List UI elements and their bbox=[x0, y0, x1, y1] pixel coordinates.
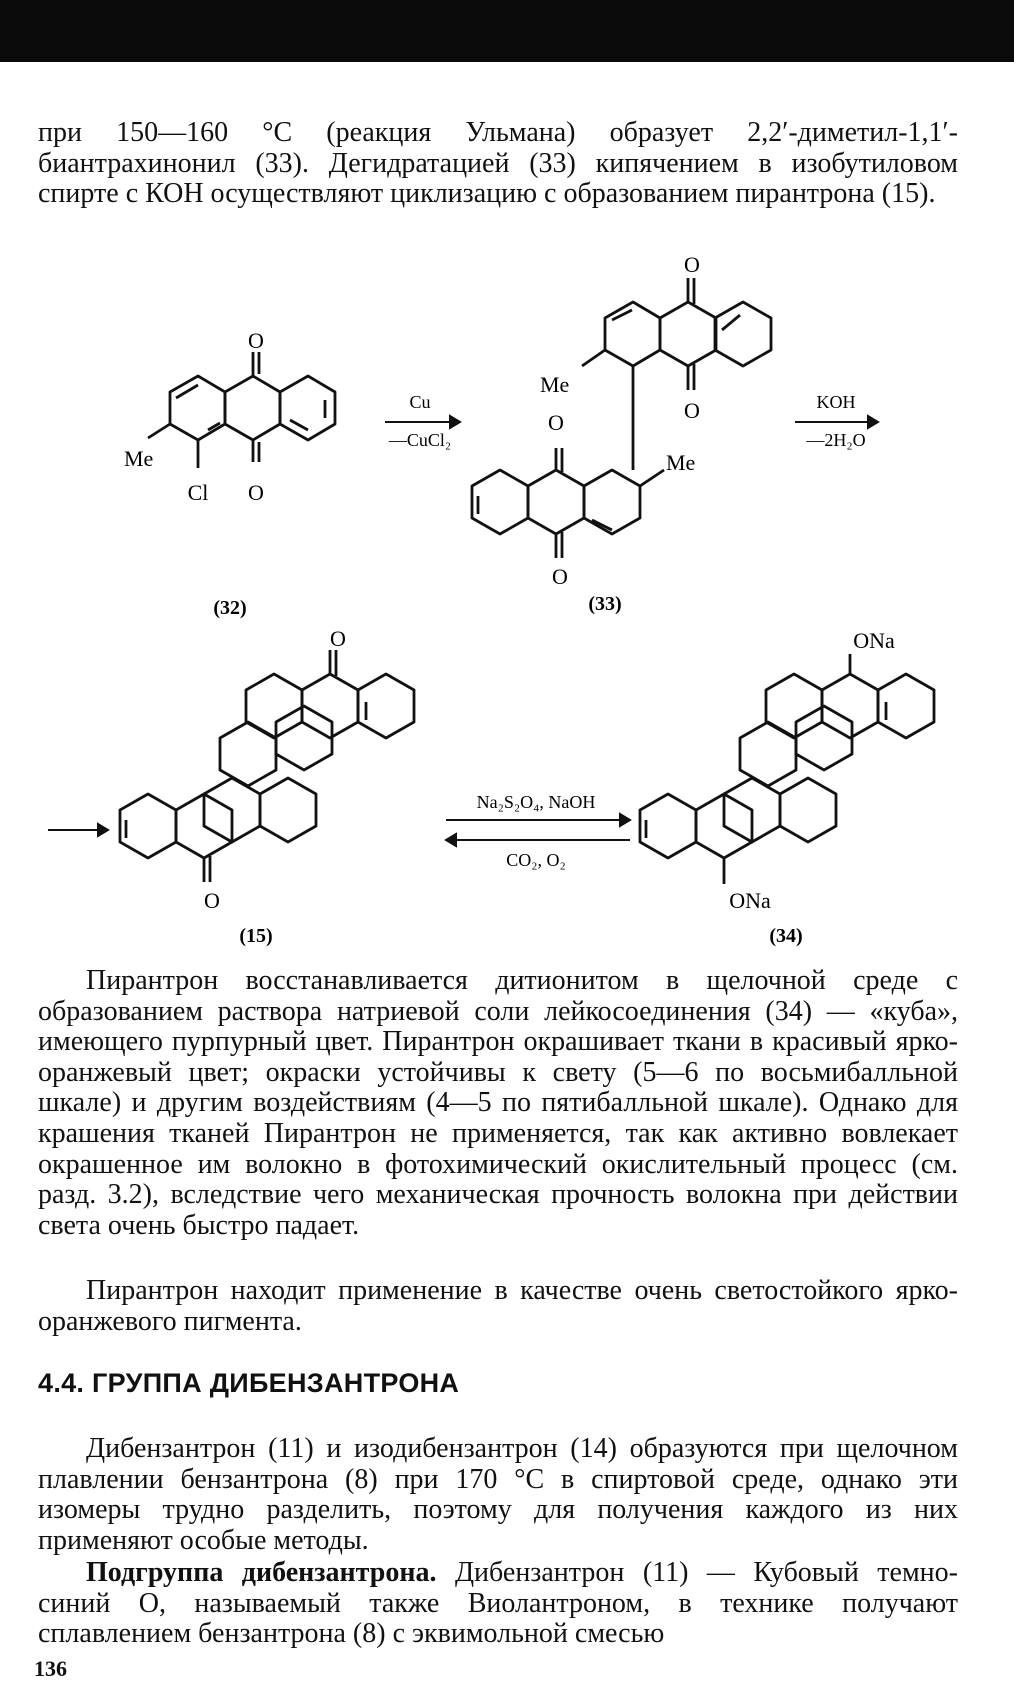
structure-32 bbox=[148, 352, 335, 468]
continuation-arrow bbox=[48, 824, 108, 836]
atom-o-15-top: O bbox=[330, 626, 346, 651]
atom-ona-34-bottom: ONa bbox=[729, 888, 771, 913]
atom-o-15-bottom: O bbox=[204, 888, 220, 913]
structure-33 bbox=[472, 278, 771, 558]
paragraph-dibenzanthrone-subgroup bbox=[38, 1558, 958, 1650]
structure-34 bbox=[640, 654, 934, 884]
reagent-dithionite: Na₂S₂O₄, NaOH bbox=[476, 792, 596, 812]
atom-o-33-top: O bbox=[684, 252, 700, 277]
atom-o-32-top: O bbox=[248, 328, 264, 353]
atom-ona-34-top: ONa bbox=[853, 628, 895, 653]
compound-label-32: (32) bbox=[213, 597, 247, 619]
byproduct-cucl2: —CuCl₂ bbox=[388, 430, 452, 450]
page-number: 136 bbox=[34, 1656, 67, 1681]
compound-label-34: (34) bbox=[769, 925, 803, 947]
reagent-cu: Cu bbox=[409, 392, 431, 412]
equilibrium-arrows bbox=[446, 814, 630, 846]
paragraph-dibenzanthrone-group: Дибензантрон (11) и изодибензантрон (14) образуются при щелочном плавлении бензантрона (8) при 170 °C в спиртовой среде, однако эти изомеры трудно разделить, поэтому для получения каждого из них применяют особые методы. bbox=[38, 1433, 958, 1556]
byproduct-water: —2H₂O bbox=[806, 430, 866, 450]
section-heading: 4.4. ГРУППА ДИБЕНЗАНТРОНА bbox=[38, 1368, 460, 1398]
atom-o-32-bottom: O bbox=[248, 480, 264, 505]
subgroup-text: Дибензантрон (11) — Кубовый темно-синий О, называемый также Виолантроном, в технике получают сплавлением бензантрона (8) с эквимольной смесью bbox=[38, 1557, 958, 1650]
reaction-arrow-2 bbox=[795, 416, 878, 428]
compound-label-33: (33) bbox=[588, 593, 622, 615]
methyl-32: Me bbox=[124, 446, 154, 471]
atom-o-33-mid: O bbox=[684, 398, 700, 423]
atom-o-33-left: O bbox=[548, 410, 564, 435]
paragraph-pyranthrone-reduction: Пирантрон восстанавливается дитионитом в щелочной среде с образованием раствора натриевой соли лейкосоединения (34) — «куба», имеющего пурпурный цвет. Пирантрон окрашивает ткани в красивый ярко-оранжевый цвет; окраски устойчивы к свету (5—6 по восьмибалльной шкале) и другим воздействиям (4—5 по пятибалльной шкале). Однако для крашения тканей Пирантрон не применяется, так как активно вовлекает окрашенное им волокно в фотохимический окислительный процесс (см. разд. 3.2), вследствие чего механическая прочность волокна при действии света очень быстро падает. bbox=[38, 965, 958, 1241]
reagent-co2-o2: CO₂, O₂ bbox=[506, 850, 566, 870]
reagent-koh: KOH bbox=[816, 392, 856, 412]
compound-label-15: (15) bbox=[239, 925, 273, 947]
reaction-arrow-1 bbox=[385, 416, 460, 428]
structure-15 bbox=[120, 650, 414, 882]
paragraph-pigment: Пирантрон находит применение в качестве очень светостойкого ярко-оранжевого пигмента. bbox=[38, 1275, 958, 1337]
methyl-33-bottom: Me bbox=[666, 450, 696, 475]
subgroup-title: Подгруппа дибензантрона. bbox=[86, 1557, 437, 1588]
methyl-33-top: Me bbox=[540, 372, 570, 397]
atom-o-33-bottom: O bbox=[552, 564, 568, 589]
atom-cl-32: Cl bbox=[187, 480, 209, 505]
intro-paragraph: при 150—160 °C (реакция Ульмана) образует 2,2′-диметил-1,1′-биантрахинонил (33). Дегидратацией (33) кипячением в изобутиловом спирте с КОН осуществляют циклизацию с образованием пирантрона (15). bbox=[38, 117, 958, 210]
